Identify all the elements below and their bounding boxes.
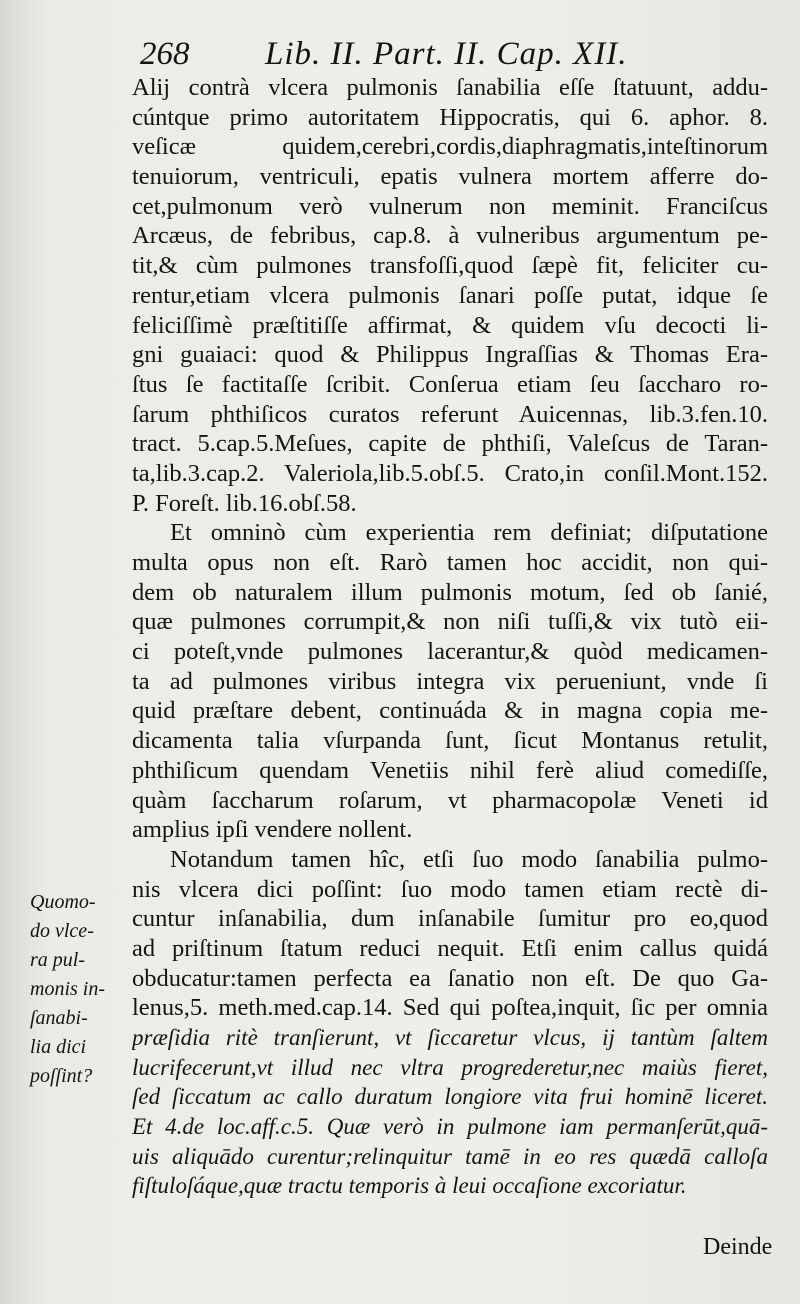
text-line-italic: lucrifecerunt,vt illud nec vltra progrederetur,nec maiùs fieret, [132,1054,768,1080]
marginal-note-line: Quomo- [30,891,96,913]
text-line: quid præſtare debent, continuáda & in magna copia me- [132,697,768,725]
catchword: Deinde [703,1234,773,1260]
marginal-note-line: ra pul- [30,949,85,971]
text-line: ſarum phthiſicos curatos referunt Auicennas, lib.3.fen.10. [132,400,768,428]
text-line: ta ad pulmones viribus integra vix perueniunt, vnde ſi [132,667,768,695]
text-line: feliciſſimè præſtitiſſe affirmat, & quidem vſu decocti li- [132,311,768,339]
page-header [140,32,780,76]
text-line: phthiſicum quendam Venetiis nihil ferè aliud comediſſe, [132,756,768,784]
text-line: Alij contrà vlcera pulmonis ſanabilia eſſe ſtatuunt, addu- [132,74,768,101]
running-title: Lib. II. Part. II. Cap. XII. [265,36,628,72]
text-line: ſtus ſe factitaſſe ſcribit. Conſerua etiam ſeu ſaccharo ro- [132,370,768,398]
text-line: ta,lib.3.cap.2. Valeriola,lib.5.obſ.5. Crato,in conſil.Mont.152. [132,459,768,487]
text-line: Arcæus, de febribus, cap.8. à vulneribus argumentum pe- [132,222,768,250]
text-line: Notandum tamen hîc, etſi ſuo modo ſanabilia pulmo- [170,845,768,873]
text-line: veſicæ quidem,cerebri,cordis,diaphragmatis,inteſtinorum [132,133,768,161]
text-line: ad priſtinum ſtatum reduci nequit. Etſi enim callus quidá [132,934,768,962]
text-line: quæ pulmones corrumpit,& non niſi tuſſi,& vix tutò eii- [132,608,768,636]
text-line: dicamenta talia vſurpanda ſunt, ſicut Montanus retulit, [132,727,768,755]
marginal-note [30,888,130,1091]
text-line: gni guaiaci: quod & Philippus Ingraſſias & Thomas Era- [132,341,768,369]
text-line: tit,& cùm pulmones transfoſſi,quod ſæpè fit, feliciter cu- [132,252,768,280]
text-line-italic: fiſtuloſáque,quæ tractu temporis à leui occaſione excoriatur. [132,1173,687,1199]
page-number: 268 [140,36,190,72]
marginal-note-line: poſſint? [30,1065,93,1087]
marginal-note-line: do vlce- [30,920,94,942]
marginal-note-line: monis in- [30,978,105,1000]
text-line: lenus,5. meth.med.cap.14. Sed qui poſtea,inquit, ſic per omnia [132,994,768,1022]
text-line: rentur,etiam vlcera pulmonis ſanari poſſe putat, idque ſe [132,281,768,309]
text-line-italic: uis aliquādo curentur;relinquitur tamē in eo res quædā calloſa [132,1143,768,1169]
marginal-note-line: lia dici [30,1036,87,1058]
text-line: ci poteſt,vnde pulmones lacerantur,& quòd medicamen- [132,638,768,666]
text-line: amplius ipſi vendere nollent. [132,816,413,844]
text-line-italic: Et 4.de loc.aff.c.5. Quæ verò in pulmone iam permanſerūt,quā- [132,1114,768,1140]
text-line: cúntque primo autoritatem Hippocratis, qui 6. aphor. 8. [132,103,768,131]
text-line: Et omninò cùm experientia rem definiat; diſputatione [170,519,768,547]
text-line: dem ob naturalem illum pulmonis motum, ſed ob ſanié, [132,578,768,606]
text-line: multa opus non eſt. Rarò tamen hoc accidit, non qui- [132,549,768,576]
text-line: cet,pulmonum verò vulnerum non meminit. Franciſcus [132,192,768,220]
text-line: cuntur inſanabilia, dum inſanabile ſumitur pro eo,quod [132,905,768,933]
text-line: nis vlcera dici poſſint: ſuo modo tamen etiam rectè di- [132,875,768,903]
text-line: obducatur:tamen perfecta ea ſanatio non eſt. De quo Ga- [132,964,768,992]
marginal-note-line: ſanabi- [30,1007,88,1029]
text-line-italic: præſidia ritè tranſierunt, vt ſiccaretur vlcus, ij tantùm ſaltem [132,1025,768,1050]
text-line-italic: ſed ſiccatum ac callo duratum longiore vita frui hominē liceret. [132,1084,768,1110]
text-line: P. Foreſt. lib.16.obſ.58. [132,489,357,517]
text-line: tract. 5.cap.5.Meſues, capite de phthiſi, Valeſcus de Taran- [132,430,768,458]
page-body [132,73,768,1201]
text-line: quàm ſaccharum roſarum, vt pharmacopolæ Veneti id [132,786,768,814]
text-line: tenuiorum, ventriculi, epatis vulnera mortem afferre do- [132,163,768,191]
